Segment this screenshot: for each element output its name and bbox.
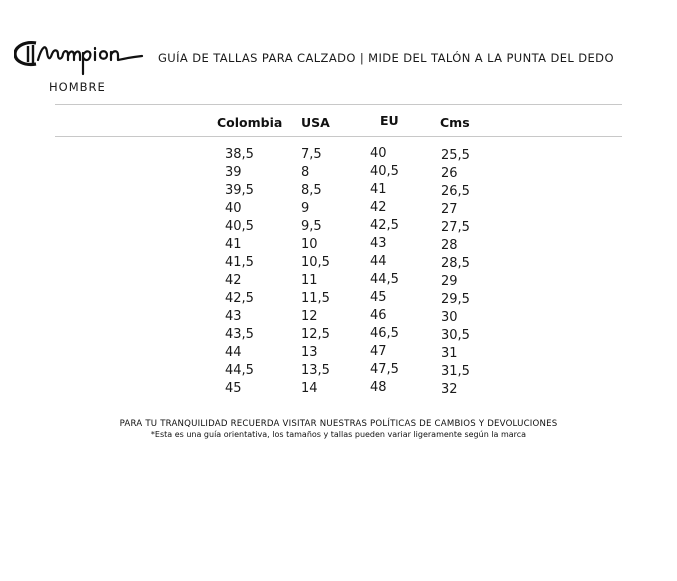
column-usa [301,146,330,398]
table-cell: 39,5 [225,183,254,198]
column-header-usa: USA [301,115,330,130]
table-cell: 12 [301,309,318,324]
table-cell: 45 [370,290,387,305]
table-cell: 39 [225,165,242,180]
table-cell: 30 [441,310,458,325]
disclaimer-note: *Esta es una guía orientativa, los tamaños y tallas pueden variar ligeramente según la marca [150,430,527,439]
table-cell: 7,5 [301,147,322,162]
table-cell: 11 [301,273,318,288]
table-cell: 38,5 [225,147,254,162]
table-cell: 42 [225,273,242,288]
table-cell: 32 [441,382,458,397]
table-cell: 30,5 [441,328,470,343]
champion-logo [14,38,146,78]
table-cell: 9,5 [301,219,322,234]
table-cell: 26 [441,166,458,181]
table-cell: 40 [225,201,242,216]
table-cell: 9 [301,201,310,216]
table-cell: 48 [370,380,387,395]
table-cell: 29,5 [441,292,470,307]
table-cell: 45 [225,381,242,396]
table-cell: 29 [441,274,458,289]
table-cell: 26,5 [441,184,470,199]
category-label: HOMBRE [49,80,106,94]
table-cell: 28,5 [441,256,470,271]
table-cell: 13 [301,345,318,360]
table-cell: 41,5 [225,255,254,270]
table-cell: 14 [301,381,318,396]
table-cell: 12,5 [301,327,330,342]
table-cell: 40,5 [225,219,254,234]
table-header-divider [55,136,622,137]
table-cell: 27,5 [441,220,470,235]
table-cell: 27 [441,202,458,217]
table-cell: 42,5 [225,291,254,306]
table-cell: 41 [225,237,242,252]
table-cell: 43,5 [225,327,254,342]
page-title: GUÍA DE TALLAS PARA CALZADO | MIDE DEL TALÓN A LA PUNTA DEL DEDO [158,51,614,65]
table-cell: 10 [301,237,318,252]
table-cell: 44,5 [370,272,399,287]
table-cell: 8,5 [301,183,322,198]
column-header-cms: Cms [440,115,470,130]
table-cell: 42 [370,200,387,215]
table-cell: 43 [225,309,242,324]
column-eu [370,145,399,397]
table-cell: 46 [370,308,387,323]
column-cms [441,147,470,399]
table-cell: 43 [370,236,387,251]
table-cell: 40,5 [370,164,399,179]
table-cell: 41 [370,182,387,197]
table-cell: 42,5 [370,218,399,233]
logo-text: Champion [14,38,20,39]
column-colombia [225,146,254,398]
table-cell: 44 [225,345,242,360]
table-cell: 25,5 [441,148,470,163]
column-header-colombia: Colombia [217,115,283,130]
table-cell: 47,5 [370,362,399,377]
table-cell: 10,5 [301,255,330,270]
table-cell: 44,5 [225,363,254,378]
table-cell: 8 [301,165,310,180]
table-cell: 28 [441,238,458,253]
policy-notice: PARA TU TRANQUILIDAD RECUERDA VISITAR NUESTRAS POLÍTICAS DE CAMBIOS Y DEVOLUCIONES [119,419,558,429]
table-cell: 40 [370,146,387,161]
table-cell: 44 [370,254,387,269]
table-top-divider [55,104,622,105]
table-cell: 11,5 [301,291,330,306]
table-cell: 46,5 [370,326,399,341]
table-cell: 47 [370,344,387,359]
column-header-eu: EU [380,113,399,128]
table-cell: 31 [441,346,458,361]
table-cell: 13,5 [301,363,330,378]
table-cell: 31,5 [441,364,470,379]
